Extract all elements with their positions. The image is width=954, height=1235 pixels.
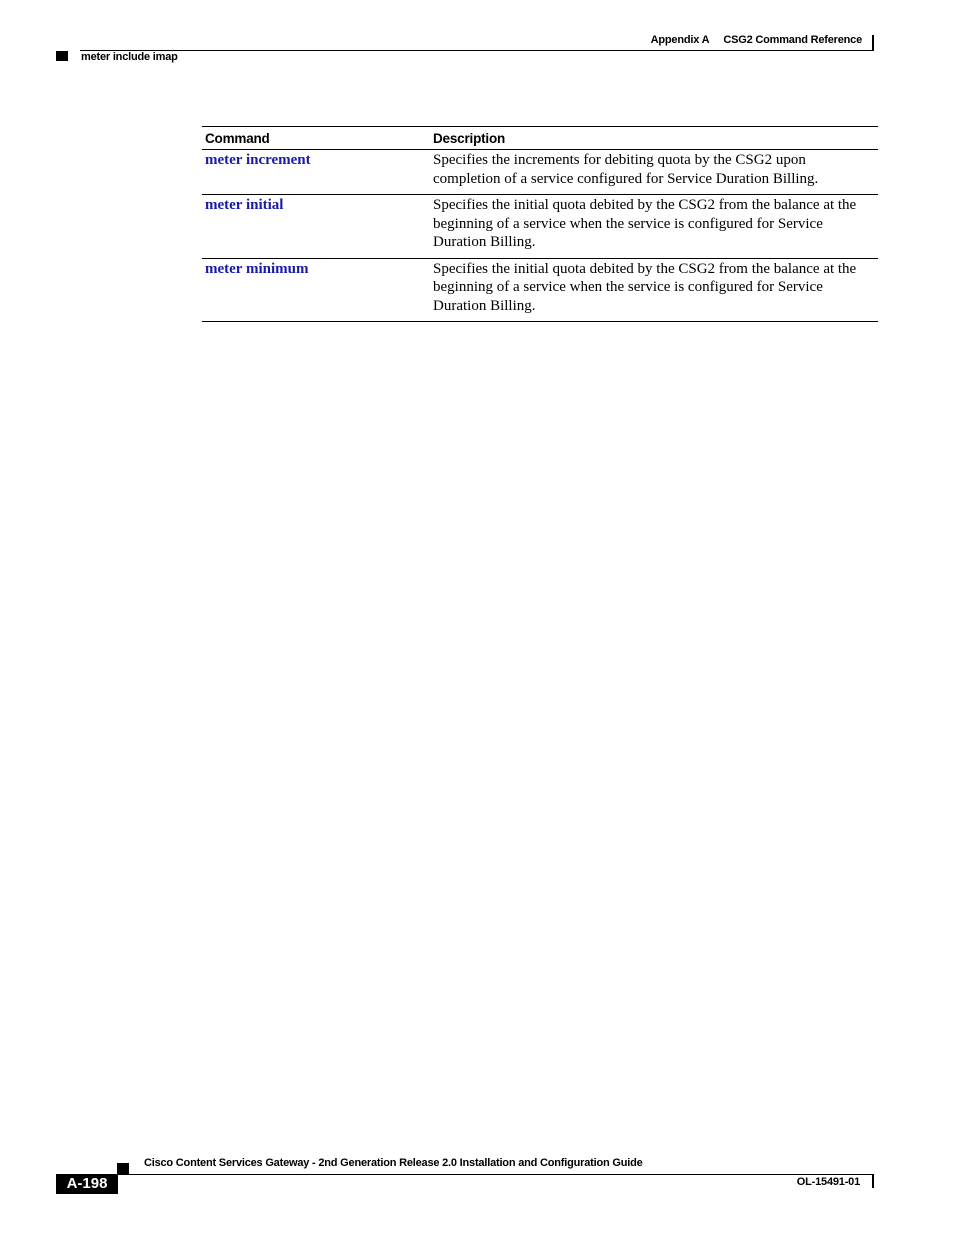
header-chapter-title: CSG2 Command Reference [723, 34, 862, 46]
table-row [202, 150, 878, 195]
command-description: Specifies the initial quota debited by the CSG2 from the balance at the beginning of a service when the service is configured for Service Duration Billing. [430, 258, 878, 322]
header-bar [872, 35, 874, 51]
table-row [202, 258, 878, 322]
document-number: OL-15491-01 [796, 1176, 860, 1188]
command-description: Specifies the increments for debiting quota by the CSG2 upon completion of a service configured for Service Duration Billing. [430, 150, 878, 195]
command-description: Specifies the initial quota debited by the CSG2 from the balance at the beginning of a service when the service is configured for Service Duration Billing. [430, 195, 878, 259]
footer-rule [117, 1174, 874, 1175]
header-marker [56, 51, 68, 61]
footer-marker [117, 1163, 129, 1174]
header-running-title: meter include imap [81, 51, 178, 63]
related-commands-table [202, 126, 878, 322]
command-link-meter-initial[interactable]: meter initial [202, 195, 430, 259]
footer-bar [872, 1174, 874, 1188]
footer-guide-title: Cisco Content Services Gateway - 2nd Generation Release 2.0 Installation and Configuration Guide [144, 1157, 643, 1169]
page-number: A-198 [56, 1174, 118, 1194]
column-header-description: Description [430, 127, 878, 150]
command-link-meter-increment[interactable]: meter increment [202, 150, 430, 195]
column-header-command: Command [202, 127, 430, 150]
command-link-meter-minimum[interactable]: meter minimum [202, 258, 430, 322]
header-appendix: Appendix A [650, 34, 710, 46]
table-header-row [202, 127, 878, 150]
header-rule [80, 50, 874, 51]
table-row [202, 195, 878, 259]
page-header-chapter [560, 34, 862, 46]
